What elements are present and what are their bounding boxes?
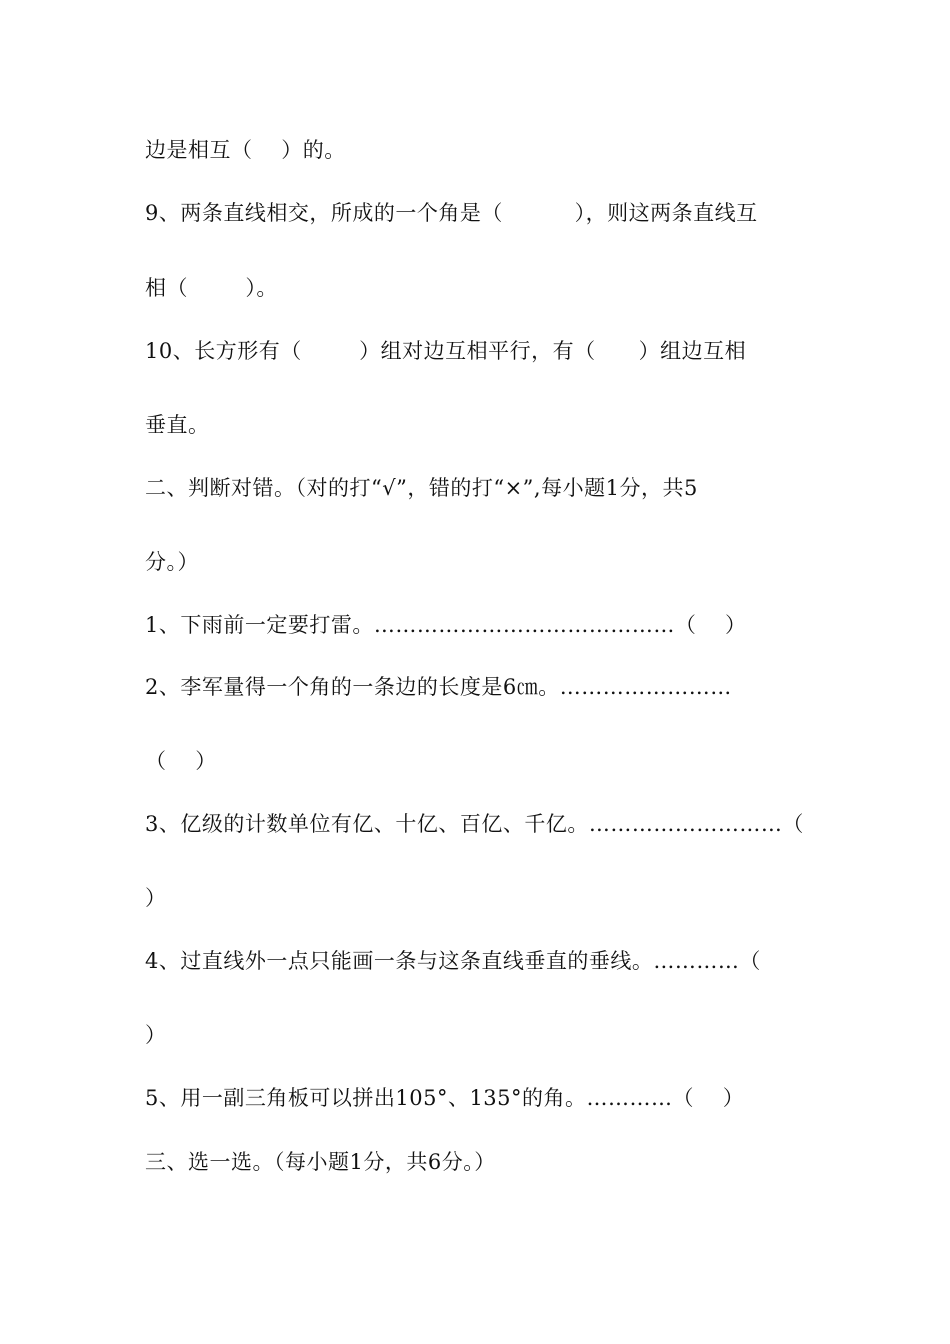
question-10-line-2: 垂直。 [145, 413, 210, 437]
judge-question-2-line-1: 2、李军量得一个角的一条边的长度是6㎝。…………………… [145, 675, 732, 699]
section-3-heading: 三、选一选。（每小题1分，共6分。） [145, 1150, 496, 1174]
question-10-line-1: 10、长方形有（ ）组对边互相平行，有（ ）组边互相 [145, 339, 747, 363]
judge-question-3-line-2: ） [145, 886, 167, 910]
question-9-line-2: 相（ ）。 [145, 276, 278, 300]
judge-question-2-line-2: （ ） [145, 749, 217, 773]
judge-question-5: 5、用一副三角板可以拼出105°、135°的角。…………（ ） [145, 1086, 745, 1110]
judge-question-4-line-1: 4、过直线外一点只能画一条与这条直线垂直的垂线。…………（ [145, 949, 761, 973]
section-2-heading-line-2: 分。） [145, 550, 199, 574]
question-9-line-1: 9、两条直线相交，所成的一个角是（ ），则这两条直线互 [145, 201, 758, 225]
question-8-continuation: 边是相互（ ）的。 [145, 138, 346, 162]
judge-question-1: 1、下雨前一定要打雷。……………………………………（ ） [145, 613, 747, 637]
judge-question-4-line-2: ） [145, 1023, 167, 1047]
judge-question-3-line-1: 3、亿级的计数单位有亿、十亿、百亿、千亿。………………………（ [145, 812, 804, 836]
section-2-heading-line-1: 二、判断对错。（对的打“√”，错的打“×”,每小题1分，共5 [145, 476, 698, 500]
